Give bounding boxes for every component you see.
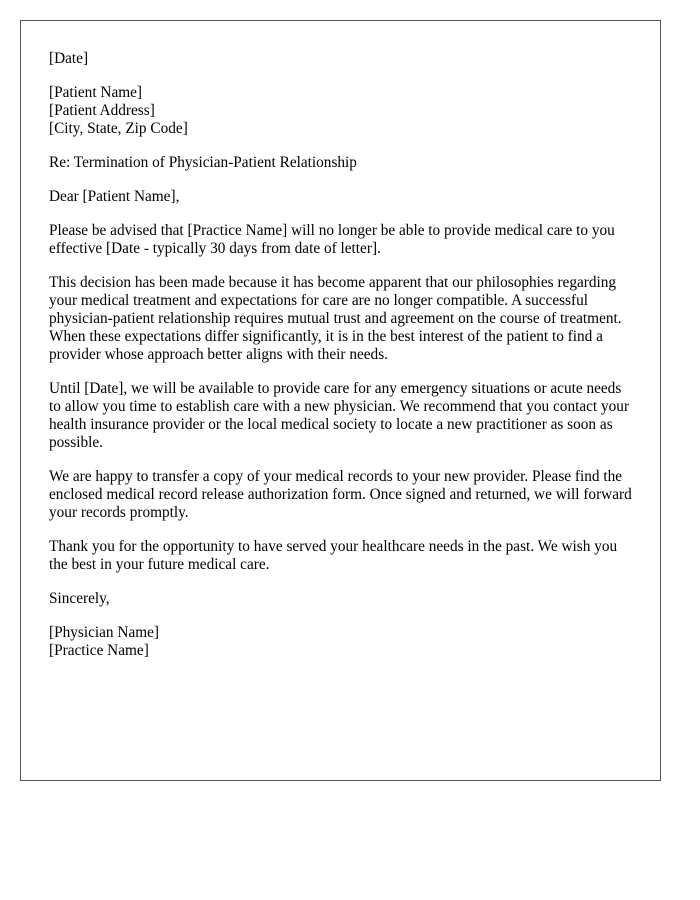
letter-page	[20, 20, 661, 781]
recipient-address: [Patient Address]	[49, 102, 155, 119]
practice-name: [Practice Name]	[49, 642, 149, 659]
signature-block	[49, 624, 632, 660]
recipient-city: [City, State, Zip Code]	[49, 120, 188, 137]
body-paragraph: Until [Date], we will be available to provide care for any emergency situations or acute needs to allow you time to establish care with a new physician. We recommend that you contact your health insurance provider or the local medical society to locate a new practitioner as soon as possible.	[49, 380, 630, 451]
body-paragraph: We are happy to transfer a copy of your medical records to your new provider. Please find the enclosed medical record release authorization form. Once signed and returned, we will forward your records promptly.	[49, 468, 632, 521]
recipient-name: [Patient Name]	[49, 84, 143, 101]
physician-name: [Physician Name]	[49, 624, 160, 641]
recipient-address-block	[49, 84, 632, 138]
subject-line: Re: Termination of Physician-Patient Relationship	[49, 154, 357, 171]
body-paragraph: Thank you for the opportunity to have served your healthcare needs in the past. We wish you the best in your future medical care.	[49, 538, 618, 573]
body-paragraph: Please be advised that [Practice Name] will no longer be able to provide medical care to you effective [Date - typically 30 days from date of letter].	[49, 222, 615, 257]
salutation: Dear [Patient Name],	[49, 188, 180, 205]
body-paragraph: This decision has been made because it has become apparent that our philosophies regarding your medical treatment and expectations for care are no longer compatible. A successful physician-patient relationship requires mutual trust and agreement on the course of treatment. When these expectations differ significantly, it is in the best interest of the patient to find a provider whose approach better aligns with their needs.	[49, 274, 622, 363]
closing: Sincerely,	[49, 590, 110, 607]
letter-date: [Date]	[49, 50, 89, 67]
